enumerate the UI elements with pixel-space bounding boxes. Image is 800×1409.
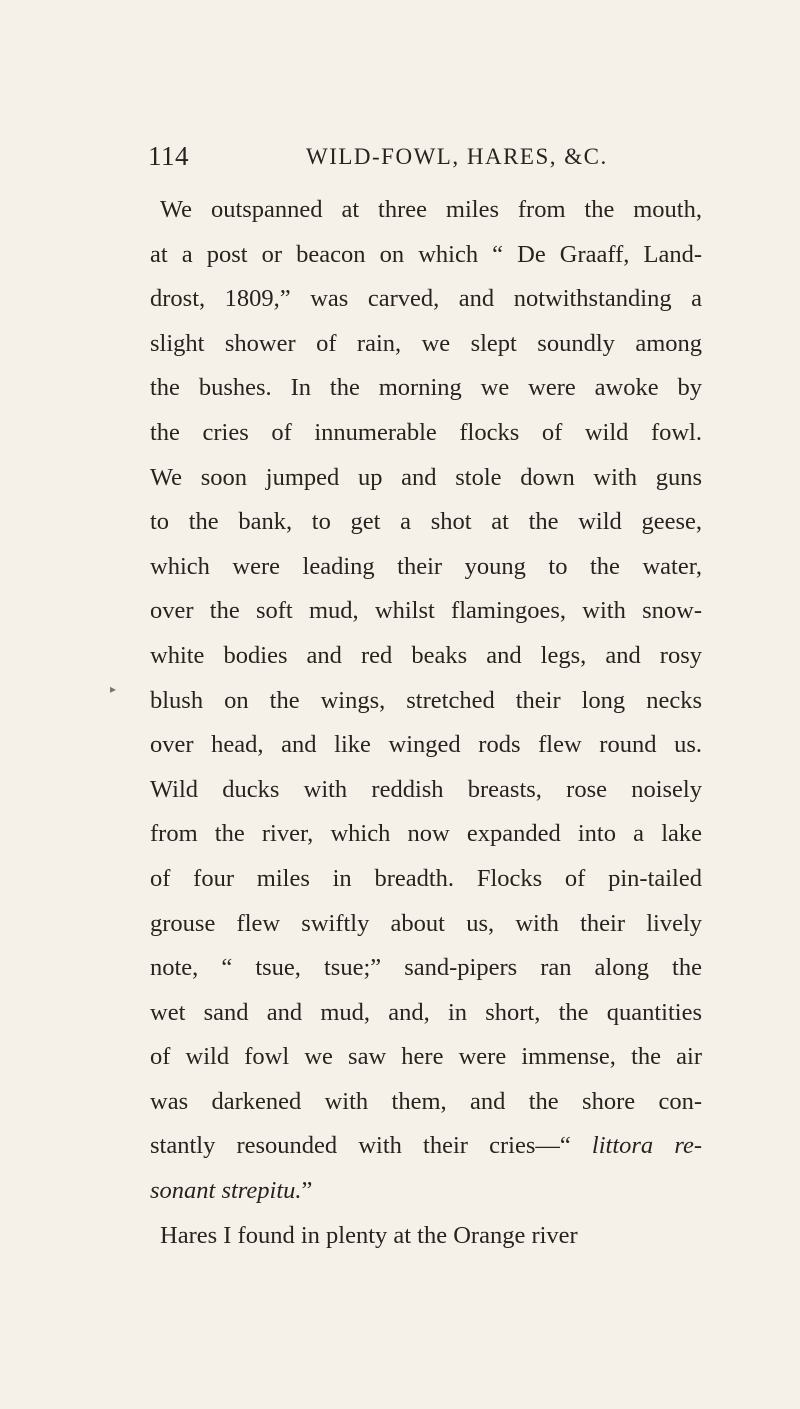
margin-mark: ▸	[110, 682, 117, 696]
running-title: WILD-FOWL, HARES, &C.	[306, 144, 608, 169]
text-line-10: over the soft mud, whilst flamingoes, with snow-	[150, 597, 702, 625]
page-number: 114	[148, 141, 189, 171]
text-line-8: to the bank, to get a shot at the wild geese,	[150, 508, 702, 536]
text-line-7: We soon jumped up and stole down with guns	[150, 463, 702, 491]
text-line-18: note, “ tsue, tsue;” sand-pipers ran along the	[150, 954, 702, 982]
running-head	[148, 141, 668, 177]
text-line-19: wet sand and mud, and, in short, the quantities	[150, 998, 702, 1026]
text-line-23	[150, 1169, 702, 1214]
latin-quote-start: littora re-	[591, 1132, 703, 1160]
text-line-11: white bodies and red beaks and legs, and rosy	[150, 641, 702, 669]
text-line-1: We outspanned at three miles from the mouth,	[160, 196, 702, 223]
text-line-5: the bushes. In the morning we were awoke by	[150, 374, 702, 402]
text-line-6: the cries of innumerable flocks of wild fowl.	[150, 418, 702, 446]
text-line-16: of four miles in breadth. Flocks of pin-tailed	[150, 864, 702, 892]
text-line-22	[150, 1124, 702, 1169]
text-line-13: over head, and like winged rods flew round us.	[150, 731, 702, 759]
text-line-3: drost, 1809,” was carved, and notwithstanding a	[150, 285, 702, 313]
text-line-22-roman: stantly resounded with their cries—“	[150, 1132, 571, 1160]
text-line-20: of wild fowl we saw here were immense, the air	[150, 1043, 702, 1071]
text-line-14: Wild ducks with reddish breasts, rose noisely	[150, 775, 702, 803]
text-line-2: at a post or beacon on which “ De Graaff, Land-	[150, 240, 702, 268]
closing-quote-mark: ”	[301, 1177, 313, 1205]
text-line-17: grouse flew swiftly about us, with their lively	[150, 909, 702, 937]
text-line-12: blush on the wings, stretched their long necks	[150, 686, 702, 714]
text-line-9: which were leading their young to the water,	[150, 552, 702, 580]
text-line-21: was darkened with them, and the shore con-	[150, 1087, 702, 1115]
text-line-4: slight shower of rain, we slept soundly among	[150, 329, 702, 357]
text-line-15: from the river, which now expanded into a lake	[150, 820, 702, 848]
text-line-24: Hares I found in plenty at the Orange river	[160, 1221, 578, 1249]
body-text	[150, 188, 702, 1258]
latin-quote-end: sonant strepitu.	[150, 1177, 302, 1205]
